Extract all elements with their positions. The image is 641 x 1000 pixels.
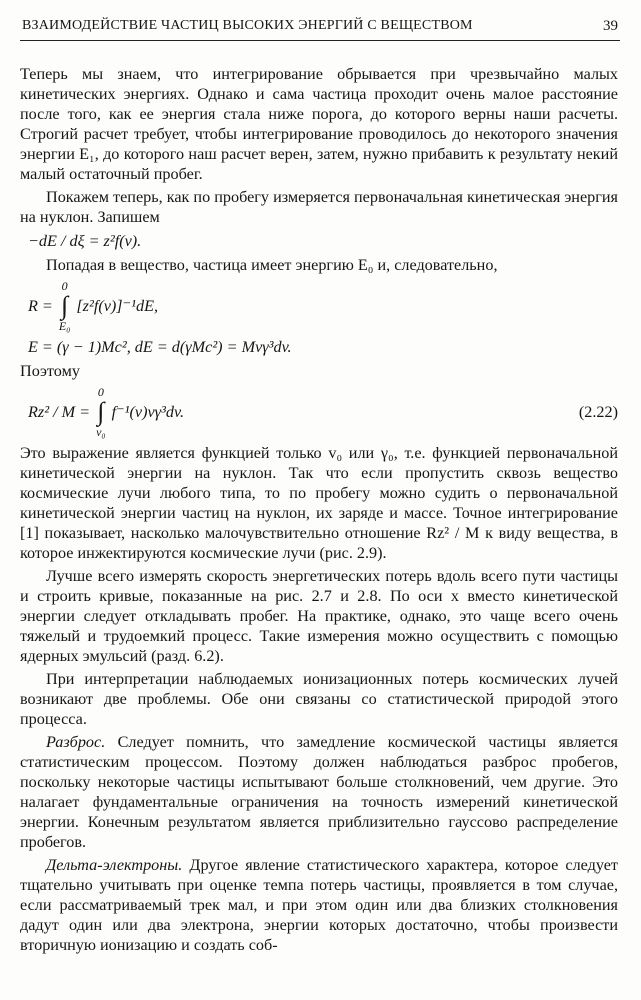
paragraph-3: Попадая в вещество, частица имеет энергию E₀ и, следовательно, (46, 256, 498, 274)
equation-number: (2.22) (578, 403, 618, 421)
paragraph-6: Лучше всего измерять скорость энергетических потерь вдоль всего пути частицы и строить кривые, показанные на рис. 2.7 и 2.8. По оси x вместо кинетической энергии следует откладывать пробег. На практике, однако, это чаще всего очень тяжелый и трудоемкий процесс. Такие измерения можно осуществить с помощью ядерных эмульсий (разд. 6.2). (20, 567, 618, 665)
paragraph-8 (20, 732, 618, 852)
integral-upper-limit: 0 (97, 385, 104, 399)
paragraph-8-text: Следует помнить, что замедление космической частицы является статистическим процессом. Поэтому должен наблюдаться разброс пробегов, поскольку некоторые частицы испытывают больше столкновений, чем другие. Это налагает фундаментальные ограничения на точность измерений кинетической энергии. Конечным результатом является приблизительно гауссово распределение пробегов. (20, 733, 618, 851)
equation-range-integral (20, 279, 618, 333)
equation-2-22 (20, 385, 618, 439)
integral-sign: 0 ∫ E₀ (58, 279, 71, 333)
page-body (20, 64, 618, 958)
paragraph-9-label: Дельта-электроны. (46, 856, 183, 874)
paragraph-9 (20, 855, 618, 955)
paragraph-5: Это выражение является функцией только v₀ или γ₀, т.е. функцией первоначальной кинетической энергии на нуклон. Так что если пропустить сквозь вещество космические лучи любого типа, то по пробегу можно судить о первоначальной кинетической энергии частиц на нуклон, их заряде и массе. Точное интегрирование [1] показывает, насколько малочувствительно отношение Rz² / M к виду вещества, в которое инжектируются космические лучи (рис. 2.9). (20, 444, 618, 562)
paragraph-4: Поэтому (20, 362, 80, 380)
equation-1-text: −dE / dξ = z²f(v). (28, 232, 142, 250)
equation-kinetic-energy (20, 337, 618, 357)
integral-lower-limit: E₀ (58, 319, 71, 333)
equation-4-lhs: Rz² / M = (28, 403, 91, 421)
equation-2-integrand: [z²f(v)]⁻¹dE, (76, 297, 159, 315)
equation-3-text: E = (γ − 1)Mc², dE = d(γMc²) = Mvγ³dv. (28, 338, 292, 356)
paragraph-7: При интерпретации наблюдаемых ионизационных потерь космических лучей возникают две проблемы. Обе они связаны со статистической природой этого процесса. (20, 670, 618, 728)
paragraph-1: Теперь мы знаем, что интегрирование обрывается при чрезвычайно малых кинетических энергиях. Однако и сама частица проходит очень малое расстояние после того, как ее энергия стала ниже порога, до которого верны наши расчеты. Строгий расчет требует, чтобы интегрирование проводилось до некоторого значения энергии E₁, до которого наш расчет верен, затем, нужно прибавить к результату некий малый остаточный пробег. (20, 65, 618, 183)
paragraph-9-text: Другое явление статистического характера, которое следует тщательно учитывать при оценке темпа потерь частицы, проявляется в том случае, если рассматриваемый трек мал, и при этом один или два близких столкновения дадут один или два электрона, энергии которых достаточно, чтобы произвести вторичную ионизацию и создать соб- (20, 856, 619, 954)
paragraph-8-label: Разброс. (46, 733, 106, 751)
equation-energy-loss (20, 231, 618, 251)
equation-4-integrand: f⁻¹(v)vγ³dv. (111, 403, 184, 421)
running-header (20, 18, 620, 41)
page-number: 39 (603, 18, 618, 34)
paragraph-2: Покажем теперь, как по пробегу измеряется первоначальная кинетическая энергия на нуклон. Запишем (20, 188, 618, 226)
integral-sign: 0 ∫ v₀ (96, 385, 106, 439)
equation-2-lhs: R = (28, 297, 53, 315)
running-title: ВЗАИМОДЕЙСТВИЕ ЧАСТИЦ ВЫСОКИХ ЭНЕРГИЙ С ВЕЩЕСТВОМ (22, 18, 473, 33)
integral-upper-limit: 0 (61, 279, 68, 293)
integral-lower-limit: v₀ (96, 425, 106, 439)
